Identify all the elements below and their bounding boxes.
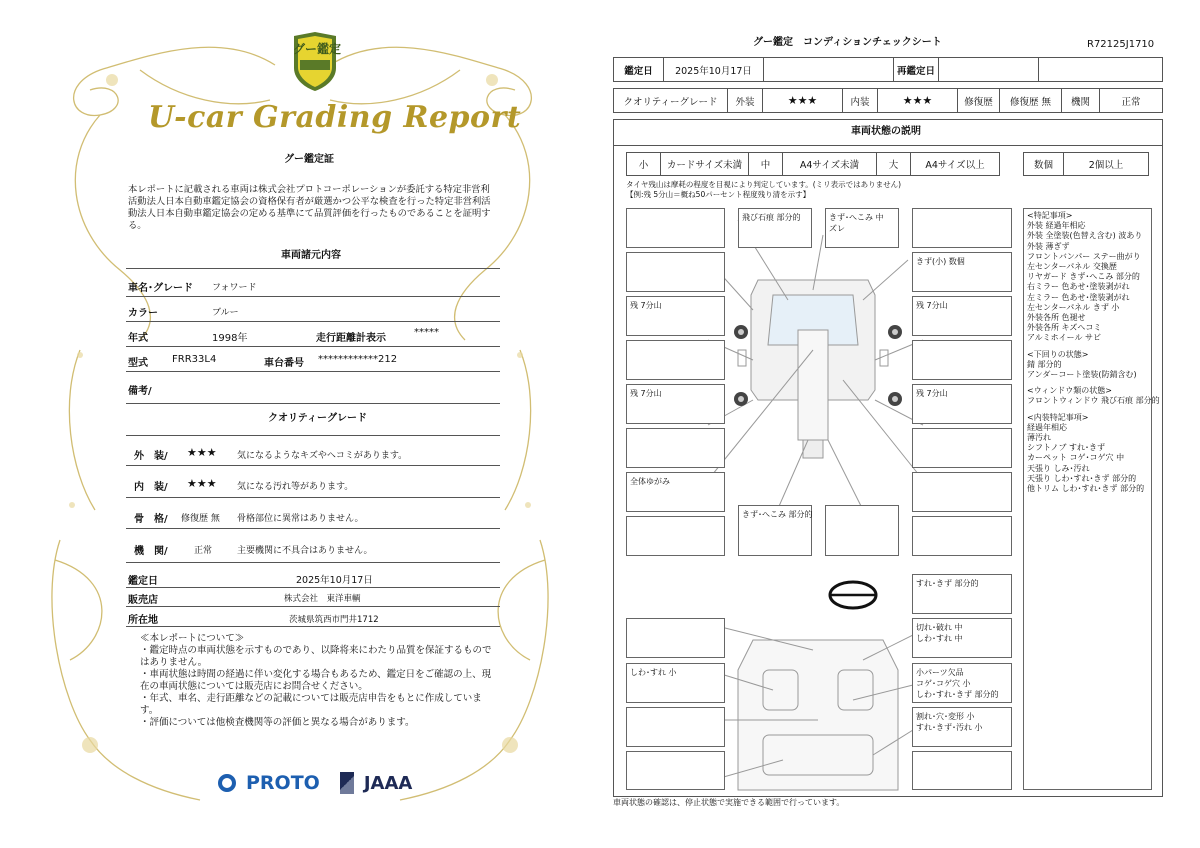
spec-heading: 車両諸元内容 xyxy=(281,250,341,261)
panel-body: 全体ゆがみ xyxy=(626,472,725,512)
jaaa-logo-text: JAAA xyxy=(363,772,413,794)
note-line: 外装 全塗装(色替え含む) 波あり xyxy=(1027,231,1143,241)
note-line: <内装特記事項> xyxy=(1027,412,1089,422)
size-count: 数個 xyxy=(1024,153,1064,175)
panel-empty xyxy=(626,252,725,292)
footer-shop-value: 株式会社 東洋車輌 xyxy=(284,594,361,604)
spec-remarks-label: 備考/ xyxy=(128,386,152,397)
note-line: 経過年相応 xyxy=(1027,422,1067,432)
quality-int-grade: ★★★ xyxy=(187,477,217,490)
spec-chassis-value: ************212 xyxy=(318,354,398,365)
panel-empty xyxy=(912,751,1012,790)
int-value: ★★★ xyxy=(878,89,958,112)
panel-empty xyxy=(626,340,725,380)
panel-tire-fr: 残 7分山 xyxy=(912,296,1012,336)
spec-mileage-label: 走行距離計表示 xyxy=(316,333,386,344)
engine-value: 正常 xyxy=(1121,96,1141,108)
ext-value: ★★★ xyxy=(763,89,843,112)
note-line: 左ミラー 色あせ･塗装剥がれ xyxy=(1027,292,1130,302)
footer-shop-label: 販売店 xyxy=(128,595,158,606)
quality-ext-desc: 気になるようなキズやヘコミがあります。 xyxy=(237,451,408,461)
note-line: <特記事項> xyxy=(1027,211,1073,220)
quality-engine-desc: 主要機関に不具合はありません。 xyxy=(237,546,373,556)
jaaa-logo-icon xyxy=(340,772,354,794)
panel-empty xyxy=(626,751,725,790)
panel-empty xyxy=(626,618,725,658)
panel-trim: 小パーツ欠品 コゲ･コゲ穴 小 しわ･すれ･きず 部分的 xyxy=(912,663,1012,703)
note-line: 薄汚れ xyxy=(1027,433,1051,443)
panel-empty xyxy=(912,340,1012,380)
quality-engine-label: 機 関/ xyxy=(134,546,168,557)
note-line: 左センターパネル 交換歴 xyxy=(1027,262,1117,272)
size-small-desc: カードサイズ未満 xyxy=(661,153,749,175)
note-line: 錆 部分的 xyxy=(1027,359,1062,369)
size-large: 大 xyxy=(877,153,911,175)
note-item: ・鑑定時点の車両状態を示すものであり、以降将来にわたり品質を保証するものではありません。 xyxy=(140,645,492,668)
panel-empty xyxy=(626,208,725,248)
size-legend xyxy=(626,152,1000,176)
quality-ext-label: 外 装/ xyxy=(134,451,168,462)
note-line: アルミホイール サビ xyxy=(1027,333,1102,343)
spec-name-label: 車名･グレード xyxy=(128,283,193,294)
size-count-desc: 2個以上 xyxy=(1088,160,1124,171)
panel-headliner: しわ･すれ 小 xyxy=(626,663,725,703)
report-notes xyxy=(140,633,500,729)
quality-int-label: 内 装/ xyxy=(134,482,168,493)
footer-date-value: 2025年10月17日 xyxy=(296,575,373,586)
date-value: 2025年10月17日 xyxy=(664,58,764,81)
quality-frame-label: 骨 格/ xyxy=(134,514,168,525)
spec-mileage-value: ***** xyxy=(414,327,439,338)
footer-address-value: 茨城県筑西市門井1712 xyxy=(289,615,379,625)
panel-tire-fl: 残 7分山 xyxy=(626,296,725,336)
count-legend xyxy=(1023,152,1149,176)
note-line: 外装 経過年相応 xyxy=(1027,221,1086,231)
panel-empty xyxy=(912,428,1012,468)
note-line: リヤガード きず･へこみ 部分的 xyxy=(1027,272,1140,282)
notes-title: ≪本レポートについて≫ xyxy=(140,633,245,644)
section-title: 車両状態の説明 xyxy=(851,126,921,137)
note-line: 外装 薄ぎず xyxy=(1027,241,1070,251)
spec-year-value: 1998年 xyxy=(212,333,248,344)
goo-kantei-badge-icon xyxy=(288,30,342,92)
quality-frame-grade: 修復歴 無 xyxy=(181,514,220,524)
panel-empty xyxy=(912,208,1012,248)
panel-front-top: きず･へこみ 中 ズレ xyxy=(825,208,899,248)
panel-seat-front: 切れ･破れ 中 しわ･すれ 中 xyxy=(912,618,1012,658)
panel-empty xyxy=(912,516,1012,556)
redate-label: 再鑑定日 xyxy=(894,58,939,81)
certificate-intro: 本レポートに記載される車両は株式会社プロトコーポレーションが委託する特定非営利活動法人日本自動車鑑定協会の資格保有者が厳選かつ公平な検査を行った特定非営利活動法人日本自動車鑑定協会の定める基準にて品質評価を行ったものであることを証明する。 xyxy=(128,184,491,231)
panel-tire-rr: 残 7分山 xyxy=(912,384,1012,424)
tire-note-1: タイヤ残山は摩耗の程度を目視により判定しています。(ミリ表示ではありません) xyxy=(626,180,902,189)
spec-chassis-label: 車台番号 xyxy=(264,358,304,369)
note-line: 天張り しみ･汚れ xyxy=(1027,463,1090,473)
quality-engine-grade: 正常 xyxy=(194,546,213,556)
panel-tire-rl: 残 7分山 xyxy=(626,384,725,424)
note-item: ・車両状態は時間の経過に伴い変化する場合もあるため、鑑定日をご確認の上、現在の車両状態については販売店にお問合せください。 xyxy=(140,669,492,692)
panel-empty xyxy=(626,707,725,747)
size-mid: 中 xyxy=(749,153,783,175)
panel-interior-rear: 割れ･穴･変形 小 すれ･きず･汚れ 小 xyxy=(912,707,1012,747)
certificate-subtitle: グー鑑定証 xyxy=(284,154,334,165)
size-small: 小 xyxy=(627,153,661,175)
spec-color-label: カラー xyxy=(128,308,158,319)
note-line: 外装各所 キズヘコミ xyxy=(1027,323,1102,333)
note-line: <下回りの状態> xyxy=(1027,349,1089,359)
panel-empty xyxy=(626,428,725,468)
quality-frame-desc: 骨格部位に異常はありません。 xyxy=(237,514,364,524)
quality-int-desc: 気になる汚れ等があります。 xyxy=(237,482,354,492)
ext-label: 外装 xyxy=(728,89,763,112)
size-mid-desc: A4サイズ未満 xyxy=(783,153,877,175)
proto-logo-text: PROTO xyxy=(246,772,320,794)
repair-label: 修復歴 xyxy=(958,89,1000,112)
spec-name-value: フォワード xyxy=(212,283,257,293)
note-item: ・年式、車名、走行距離などの記載については販売店申告をもとに作成しています。 xyxy=(140,693,482,716)
date-row xyxy=(613,57,1163,82)
engine-label: 機関 xyxy=(1062,89,1100,112)
note-line: 外装各所 色褪せ xyxy=(1027,313,1086,323)
footer-address-label: 所在地 xyxy=(128,615,158,626)
panel-empty xyxy=(912,472,1012,512)
note-line: 右ミラー 色あせ･塗装剥がれ xyxy=(1027,282,1130,292)
repair-value: 修復歴 無 xyxy=(1000,89,1062,112)
note-line: アンダーコート塗装(防錆含む) xyxy=(1027,370,1137,380)
sheet-code: R72125J1710 xyxy=(1087,39,1155,50)
note-line: カーペット コゲ･コゲ穴 中 xyxy=(1027,453,1125,463)
panel-right-front: きず(小) 数個 xyxy=(912,252,1012,292)
spec-model-label: 型式 xyxy=(128,358,148,369)
note-line: 天張り しわ･すれ･きず 部分的 xyxy=(1027,473,1137,483)
badge-text: グー鑑定 xyxy=(293,42,342,56)
footer-note: 車両状態の確認は、停止状態で実施できる範囲で行っています。 xyxy=(613,798,845,807)
panel-empty xyxy=(626,516,725,556)
panel-steering: すれ･きず 部分的 xyxy=(912,574,1012,614)
logo-bar xyxy=(218,772,412,794)
panel-windshield: 飛び石痕 部分的 xyxy=(738,208,812,248)
note-line: 左センターパネル きず 小 xyxy=(1027,302,1120,312)
footer-date-label: 鑑定日 xyxy=(128,576,158,587)
special-notes xyxy=(1023,208,1160,790)
note-line: シフトノブ すれ･きず xyxy=(1027,443,1106,453)
note-line: <ウィンドウ類の状態> xyxy=(1027,386,1112,396)
note-line: フロントバンパー ステー曲がり xyxy=(1027,251,1141,261)
steering-wheel-icon xyxy=(830,582,876,608)
quality-heading: クオリティーグレード xyxy=(268,413,367,424)
quality-ext-grade: ★★★ xyxy=(187,446,217,459)
sheet-title: グー鑑定 コンディションチェックシート xyxy=(753,37,942,48)
proto-logo-icon xyxy=(218,774,236,792)
spec-year-label: 年式 xyxy=(128,333,148,344)
grade-row xyxy=(613,88,1163,113)
note-line: 他トリム しわ･すれ･きず 部分的 xyxy=(1027,484,1145,494)
int-label: 内装 xyxy=(843,89,878,112)
spec-color-value: ブルー xyxy=(212,308,239,318)
panel-rear: きず･へこみ 部分的 xyxy=(738,505,812,556)
note-item: ・評価については他検査機関等の評価と異なる場合があります。 xyxy=(140,717,415,728)
size-large-desc: A4サイズ以上 xyxy=(925,160,985,171)
report-title: U-car Grading Report xyxy=(148,100,522,135)
spec-model-value: FRR33L4 xyxy=(172,354,217,365)
panel-empty xyxy=(825,505,899,556)
date-label: 鑑定日 xyxy=(614,58,664,81)
note-line: フロントウィンドウ 飛び石痕 部分的 xyxy=(1027,396,1160,406)
grade-row-label: クオリティーグレード xyxy=(614,89,728,112)
tire-note-2: 【例:残 5分山＝概ね50パーセント程度残り清を示す】 xyxy=(626,190,811,199)
